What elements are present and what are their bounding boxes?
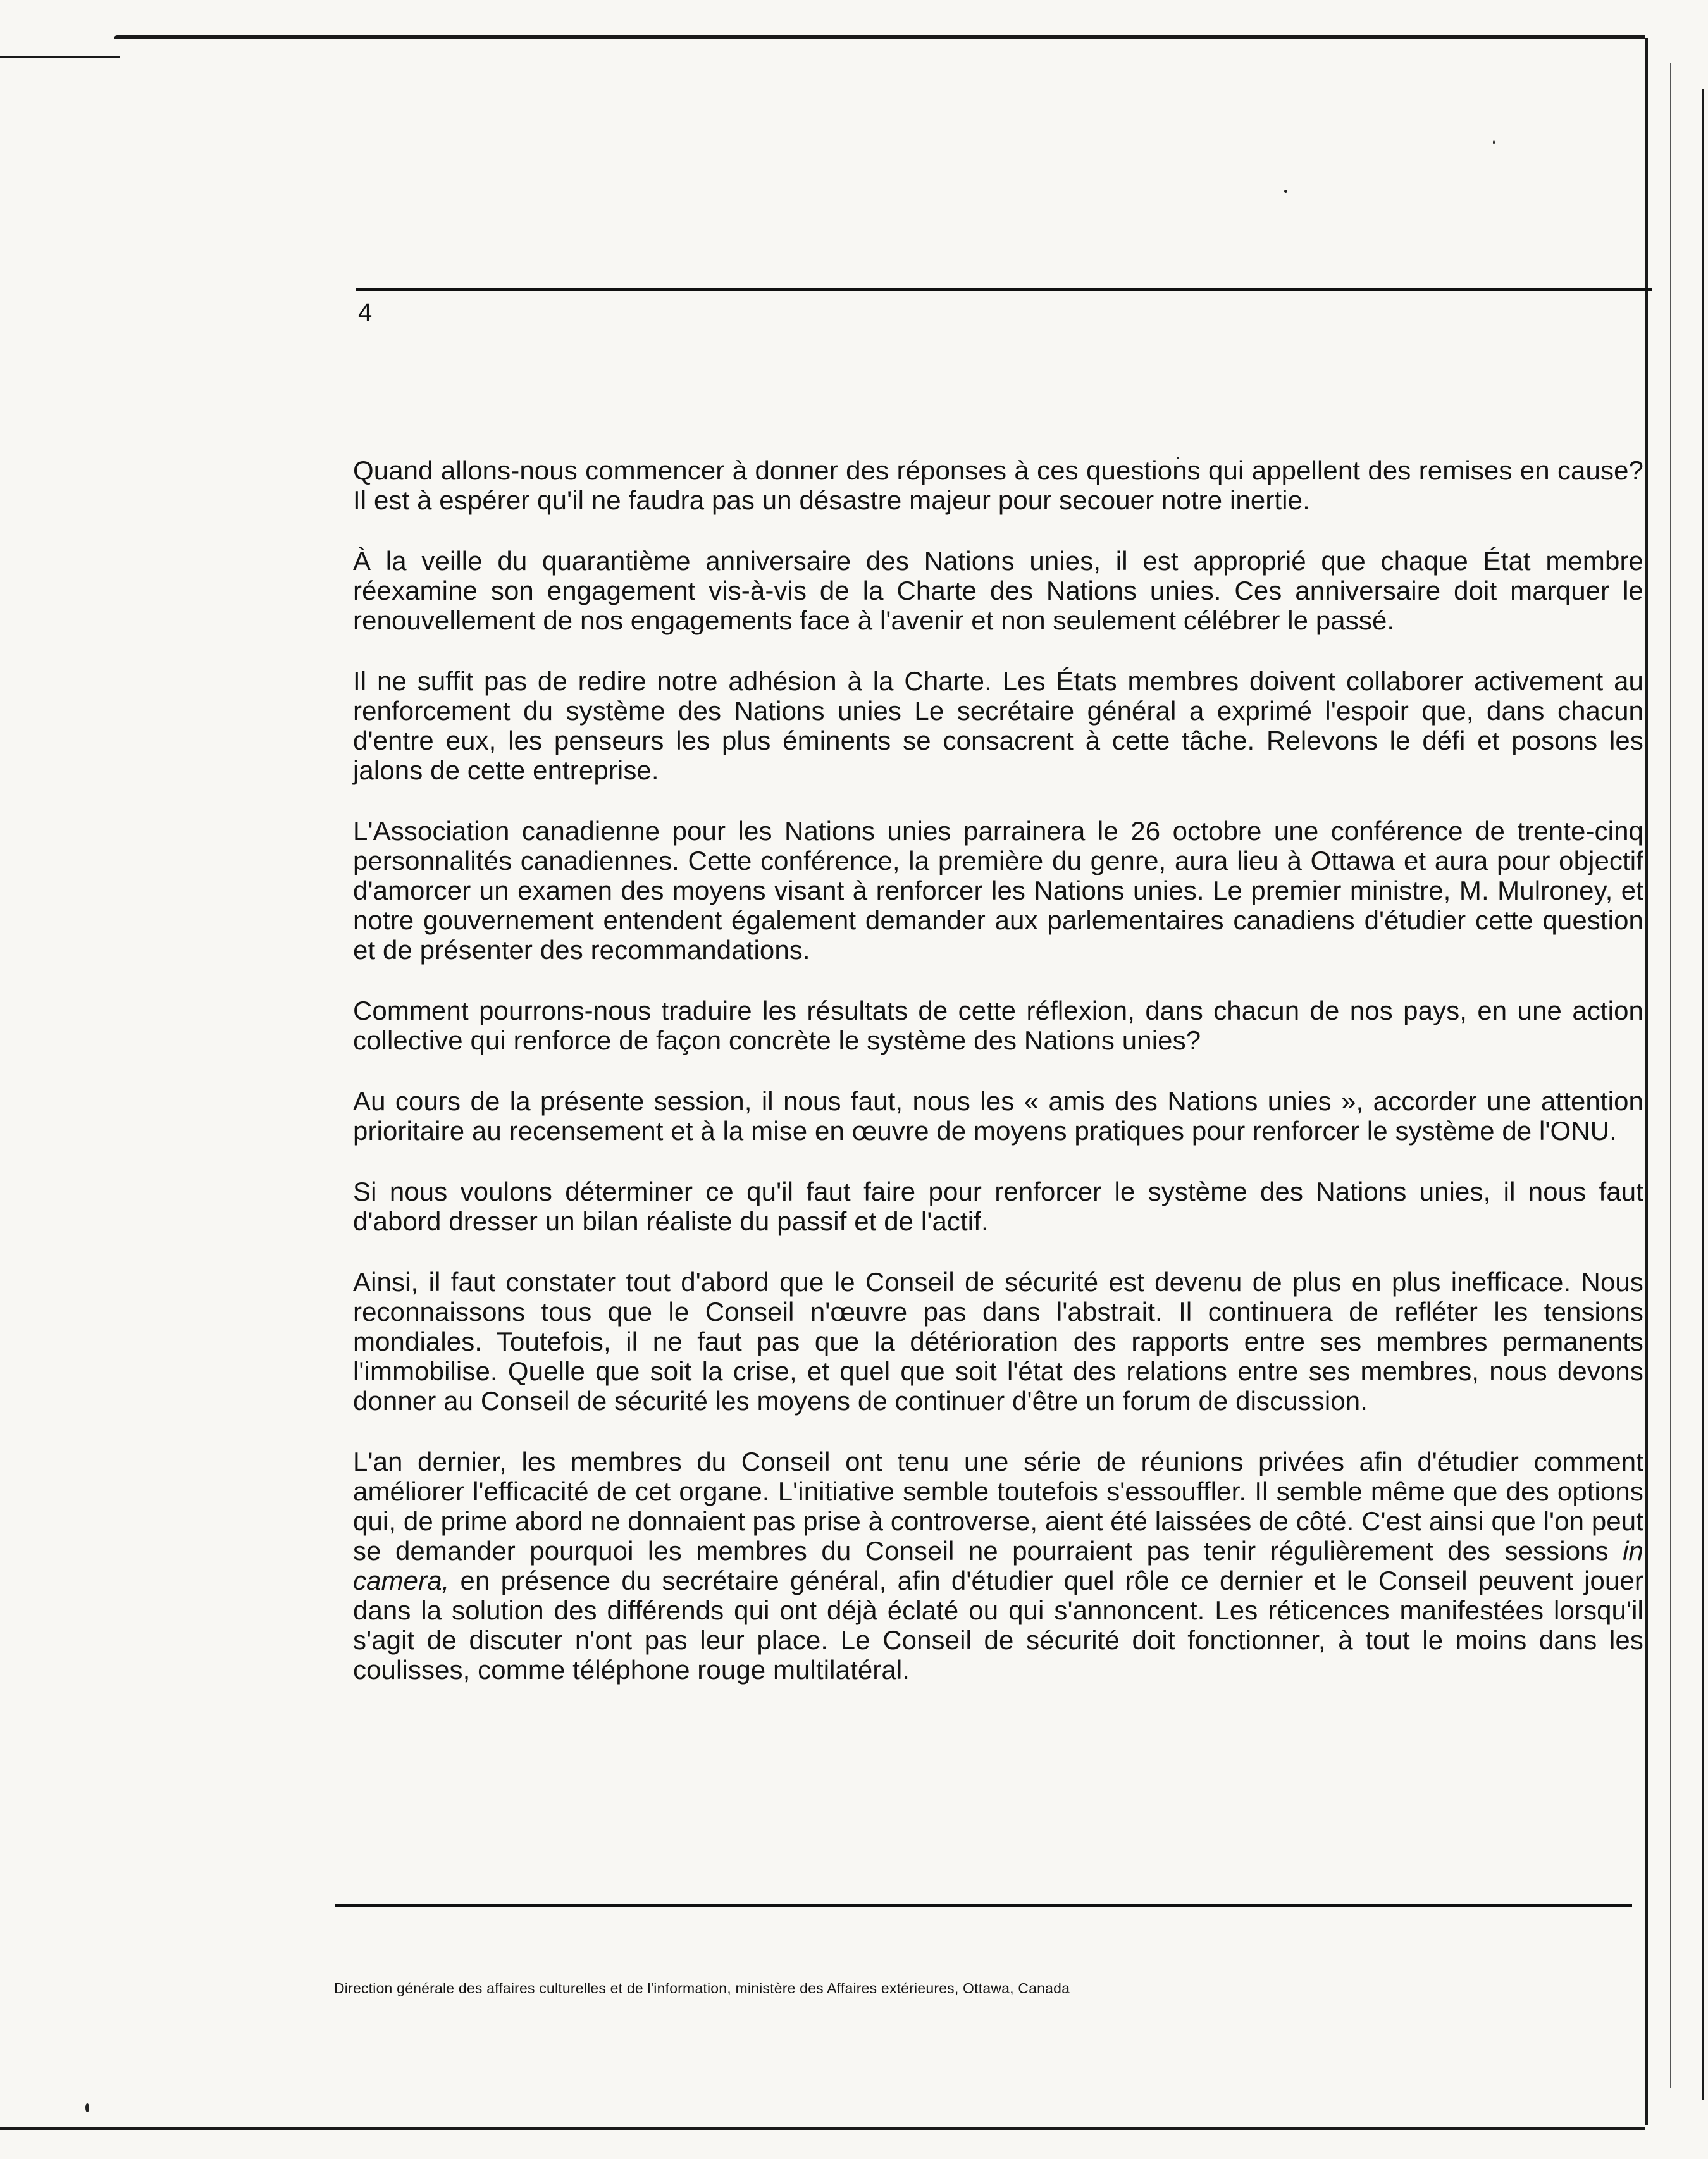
italic-phrase: in camera, (353, 1536, 1643, 1595)
paragraph-last (353, 1447, 1643, 1685)
paragraph: Comment pourrons-nous traduire les résultats de cette réflexion, dans chacun de nos pays, en une action collective qui renforce de façon concrète le système des Nations unies? (353, 996, 1643, 1055)
body-text (353, 455, 1643, 1716)
footer-credit: Direction générale des affaires culturelles et de l'information, ministère des Affaires extérieures, Ottawa, Canada (334, 1980, 1070, 1996)
paragraph: À la veille du quarantième anniversaire des Nations unies, il est approprié que chaque État membre réexamine son engagement vis-à-vis de la Charte des Nations unies. Ces anniversaire doit marquer le renouvellement de nos engagements face à l'avenir et non seulement célébrer le passé. (353, 546, 1643, 635)
page-edge-right-outer-line (1702, 89, 1704, 2100)
paragraph: Quand allons-nous commencer à donner des réponses à ces questions qui appellent des remises en cause? Il est à espérer qu'il ne faudra pas un désastre majeur pour secouer notre inertie. (353, 455, 1643, 515)
scan-speck (85, 2103, 89, 2112)
page-edge-top (114, 35, 1645, 39)
paragraph: Si nous voulons déterminer ce qu'il faut faire pour renforcer le système des Nations unies, il nous faut d'abord dresser un bilan réaliste du passif et de l'actif. (353, 1177, 1643, 1236)
page-edge-bottom (0, 2127, 1645, 2130)
page-number: 4 (358, 299, 373, 326)
paragraph-text: en présence du secrétaire général, afin d'étudier quel rôle ce dernier et le Conseil peuvent jouer dans la solution des différends qui ont déjà éclaté ou qui s'annoncent. Les réticences manifestées lorsqu'il s'agit de discuter n'ont pas leur place. Le Conseil de sécurité doit fonctionner, à tout le moins dans les coulisses, comme téléphone rouge multilatéral. (353, 1566, 1643, 1685)
paragraph-text: L'an dernier, les membres du Conseil ont tenu une série de réunions privées afin d'étudier comment améliorer l'efficacité de cet organe. L'initiative semble toutefois s'essouffler. Il semble même que des options qui, de prime abord ne donnaient pas prise à controverse, aient été laissées de côté. C'est ainsi que l'on peut se demander pourquoi les membres du Conseil ne pourraient pas tenir régulièrement des sessions (353, 1447, 1643, 1566)
scan-speck (1284, 190, 1287, 193)
page-edge-top-left (0, 56, 120, 58)
page-edge-right (1645, 38, 1648, 2125)
paragraph: Au cours de la présente session, il nous faut, nous les « amis des Nations unies », accorder une attention prioritaire au recensement et à la mise en œuvre de moyens pratiques pour renforcer le système de l'ONU. (353, 1086, 1643, 1146)
scan-speck (1493, 140, 1495, 144)
paragraph: Il ne suffit pas de redire notre adhésion à la Charte. Les États membres doivent collaborer activement au renforcement du système des Nations unies Le secrétaire général a exprimé l'espoir que, dans chacun d'entre eux, les penseurs les plus éminents se consacrent à cette tâche. Relevons le défi et posons les jalons de cette entreprise. (353, 666, 1643, 785)
footer-rule (335, 1904, 1632, 1907)
paragraph: L'Association canadienne pour les Nations unies parrainera le 26 octobre une conférence de trente-cinq personnalités canadiennes. Cette conférence, la première du genre, aura lieu à Ottawa et aura pour objectif d'amorcer un examen des moyens visant à renforcer les Nations unies. Le premier ministre, M. Mulroney, et notre gouvernement entendent également demander aux parlementaires canadiens d'étudier cette question et de présenter des recommandations. (353, 816, 1643, 965)
paragraph: Ainsi, il faut constater tout d'abord que le Conseil de sécurité est devenu de plus en plus inefficace. Nous reconnaissons tous que le Conseil n'œuvre pas dans l'abstrait. Il continuera de refléter les tensions mondiales. Toutefois, il ne faut pas que la détérioration des rapports entre ses membres permanents l'immobilise. Quelle que soit la crise, et quel que soit l'état des relations entre ses membres, nous devons donner au Conseil de sécurité les moyens de continuer d'être un forum de discussion. (353, 1267, 1643, 1416)
header-rule (356, 288, 1652, 291)
page-edge-right-inner-line (1670, 63, 1671, 2088)
